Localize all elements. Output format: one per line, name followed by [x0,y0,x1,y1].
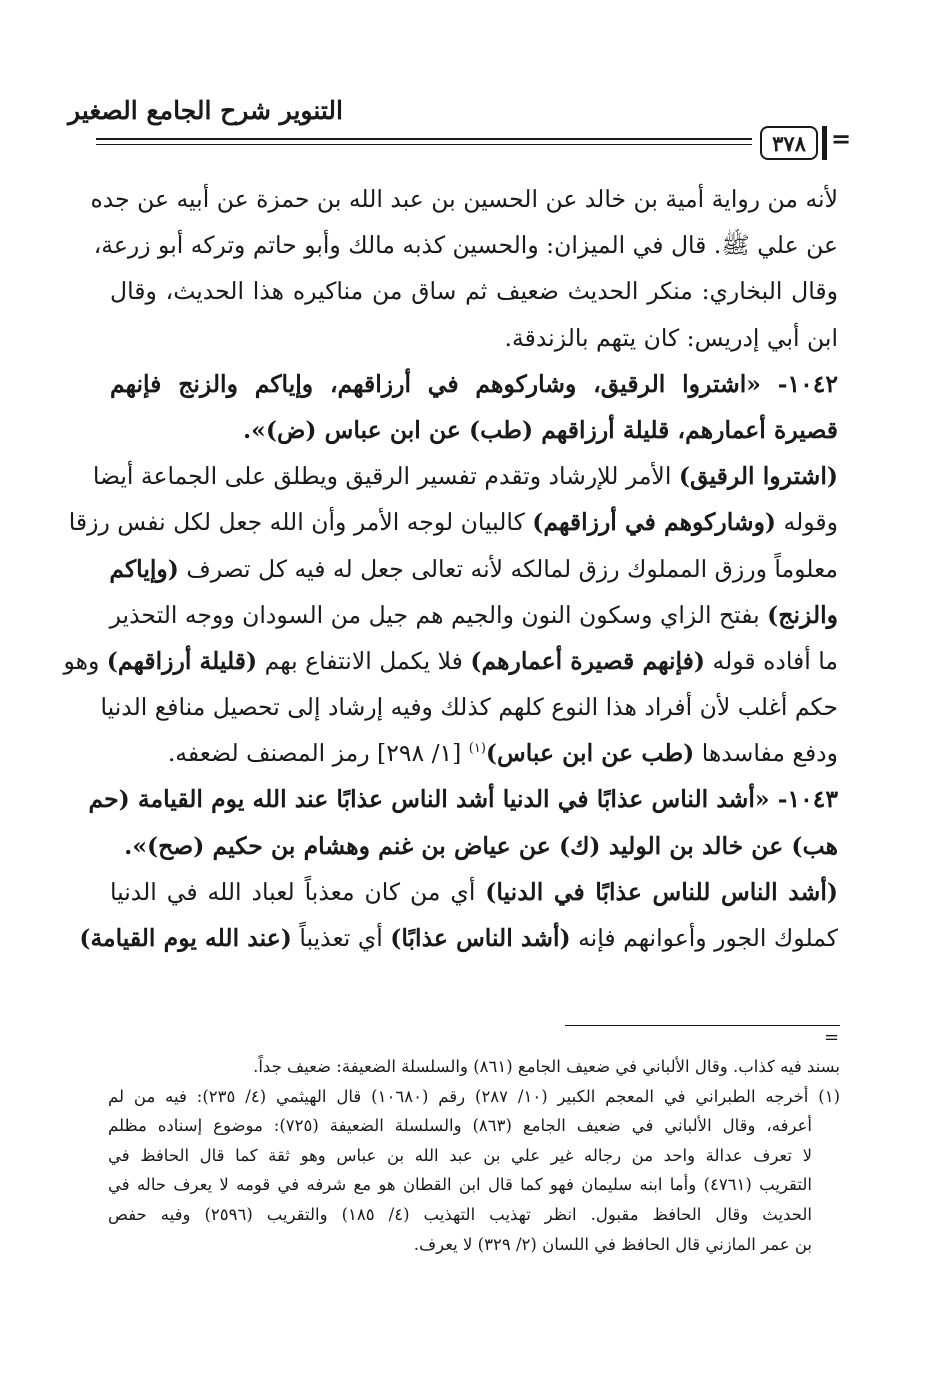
quoted-phrase: (عند الله يوم القيامة) [79,924,292,952]
commentary-text: [١/ ٢٩٨] رمز المصنف لضعفه. [167,739,469,768]
footnotes [108,1052,840,1259]
footnote-line: بن عمر المازني قال الحافظ في اللسان (٢/ ٣٢٩) لا يعرف. [413,1234,812,1254]
commentary-text: كالبيان لوجه الأمر وأن الله جعل لكل نفس رزقا [68,508,533,537]
header-rule [96,138,752,140]
footnote-ref: (١) [468,741,486,757]
commentary-line [110,730,838,776]
commentary-line: حكم أغلب لأن أفراد هذا النوع كلهم كذلك وفيه إرشاد إلى تحصيل منافع الدنيا [100,693,838,722]
footnote-line: أعرفه، وقال الألباني في ضعيف الجامع (٨٦٣) والسلسلة الضعيفة (٧٢٥): موضوع إسناده مظلم [108,1116,813,1136]
commentary-line [92,453,838,499]
commentary-line [63,638,838,684]
footnote-separator [565,1025,840,1026]
main-text [63,176,838,961]
page-number-ornament [822,126,827,160]
quoted-phrase: (وشاركوهم في أرزاقهم) [532,508,777,537]
hadith-1042-line: قصيرة أعمارهم، قليلة أرزاقهم (طب) عن ابن عباس (ض)». [242,415,838,444]
page-number: ٣٧٨ [760,126,818,160]
footnote-line: التقريب (٤٧٦١) وأما ابنه سليمان فهو كما قال ابن القطان هو مع شرفه في قومه لا يعرف حاله في [108,1175,812,1195]
quoted-phrase: (طب عن ابن عباس) [485,739,695,768]
text-line: لأنه من رواية أمية بن خالد عن الحسين بن عبد الله بن حمزة عن أبيه عن جده [90,185,838,213]
quoted-phrase: (أشد الناس عذابًا) [390,924,571,952]
commentary-line [68,499,838,545]
text-line: وقال البخاري: منكر الحديث ضعيف ثم ساق من مناكيره هذا الحديث، وقال [110,277,838,306]
footnote-line: لا تعرف عدالة واحد من رجاله غير علي بن عبد الله بن عباس وهو ثقة كما قال الحافظ في [108,1145,812,1165]
hadith-1043-line: ١٠٤٣- «أشد الناس عذابًا في الدنيا أشد الناس عذابًا عند الله يوم القيامة (حم [88,785,838,814]
quoted-phrase: (أشد الناس للناس عذابًا في الدنيا) [485,877,838,906]
commentary-text: أي من كان معذباً لعباد الله في الدنيا [110,877,486,906]
commentary-line [110,592,838,638]
commentary-text: ودفع مفاسدها [694,739,838,768]
quoted-phrase: (وإياكم [109,554,179,583]
commentary-line [110,869,838,915]
header-continuation-mark: = [831,124,852,153]
commentary-text: كملوك الجور وأعوانهم فإنه [570,924,838,952]
hadith-1043-line: هب) عن خالد بن الوليد (ك) عن عياض بن غنم وهشام بن حكيم (صح)». [124,831,838,860]
footnote-line: (١) أخرجه الطبراني في المعجم الكبير (١٠/ ٢٨٧) رقم (١٠٦٨٠) قال الهيثمي (٤/ ٢٣٥): فيه من لم [108,1086,840,1106]
commentary-text: ما أفاده قوله [705,646,838,675]
commentary-text: أي تعذيباً [291,924,391,952]
commentary-text: وهو [63,646,107,675]
footnote-line: بسند فيه كذاب. وقال الألباني في ضعيف الجامع (٨٦١) والسلسلة الضعيفة: ضعيف جداً. [253,1057,840,1076]
commentary-text: الأمر للإرشاد وتقدم تفسير الرقيق ويطلق على الجماعة أيضا [92,462,679,491]
running-header-title: التنوير شرح الجامع الصغير [68,96,343,125]
quoted-phrase: (فإنهم قصيرة أعمارهم) [470,646,705,675]
text-line: ابن أبي إدريس: كان يتهم بالزندقة. [504,323,838,352]
commentary-line [79,915,838,961]
commentary-text: وقوله [776,508,838,537]
commentary-text: معلوماً ورزق المملوك رزق لمالكه لأنه تعالى جعل له فيه كل تصرف [178,554,838,583]
quoted-phrase: (قليلة أرزاقهم) [106,646,258,675]
commentary-text: بفتح الزاي وسكون النون والجيم هم جيل من السودان ووجه التحذير [109,600,768,629]
commentary-text: فلا يكمل الانتفاع بهم [257,646,471,675]
text-line: عن علي ﷺ. قال في الميزان: والحسين كذبه مالك وأبو حاتم وتركه أبو زرعة، [93,231,838,260]
quoted-phrase: (اشتروا الرقيق) [678,462,838,491]
hadith-1042-line: ١٠٤٢- «اشتروا الرقيق، وشاركوهم في أرزاقهم، وإياكم والزنج فإنهم [110,369,838,398]
quoted-phrase: والزنج) [767,600,838,629]
footnote-line: الحديث وقال الحافظ مقبول. انظر تهذيب التهذيب (٤/ ١٨٥) والتقريب (٢٥٩٦) وفيه حفص [108,1204,812,1224]
footnote-continuation-mark: = [824,1027,840,1048]
commentary-line [110,546,838,592]
header-rule-thin [96,144,752,145]
